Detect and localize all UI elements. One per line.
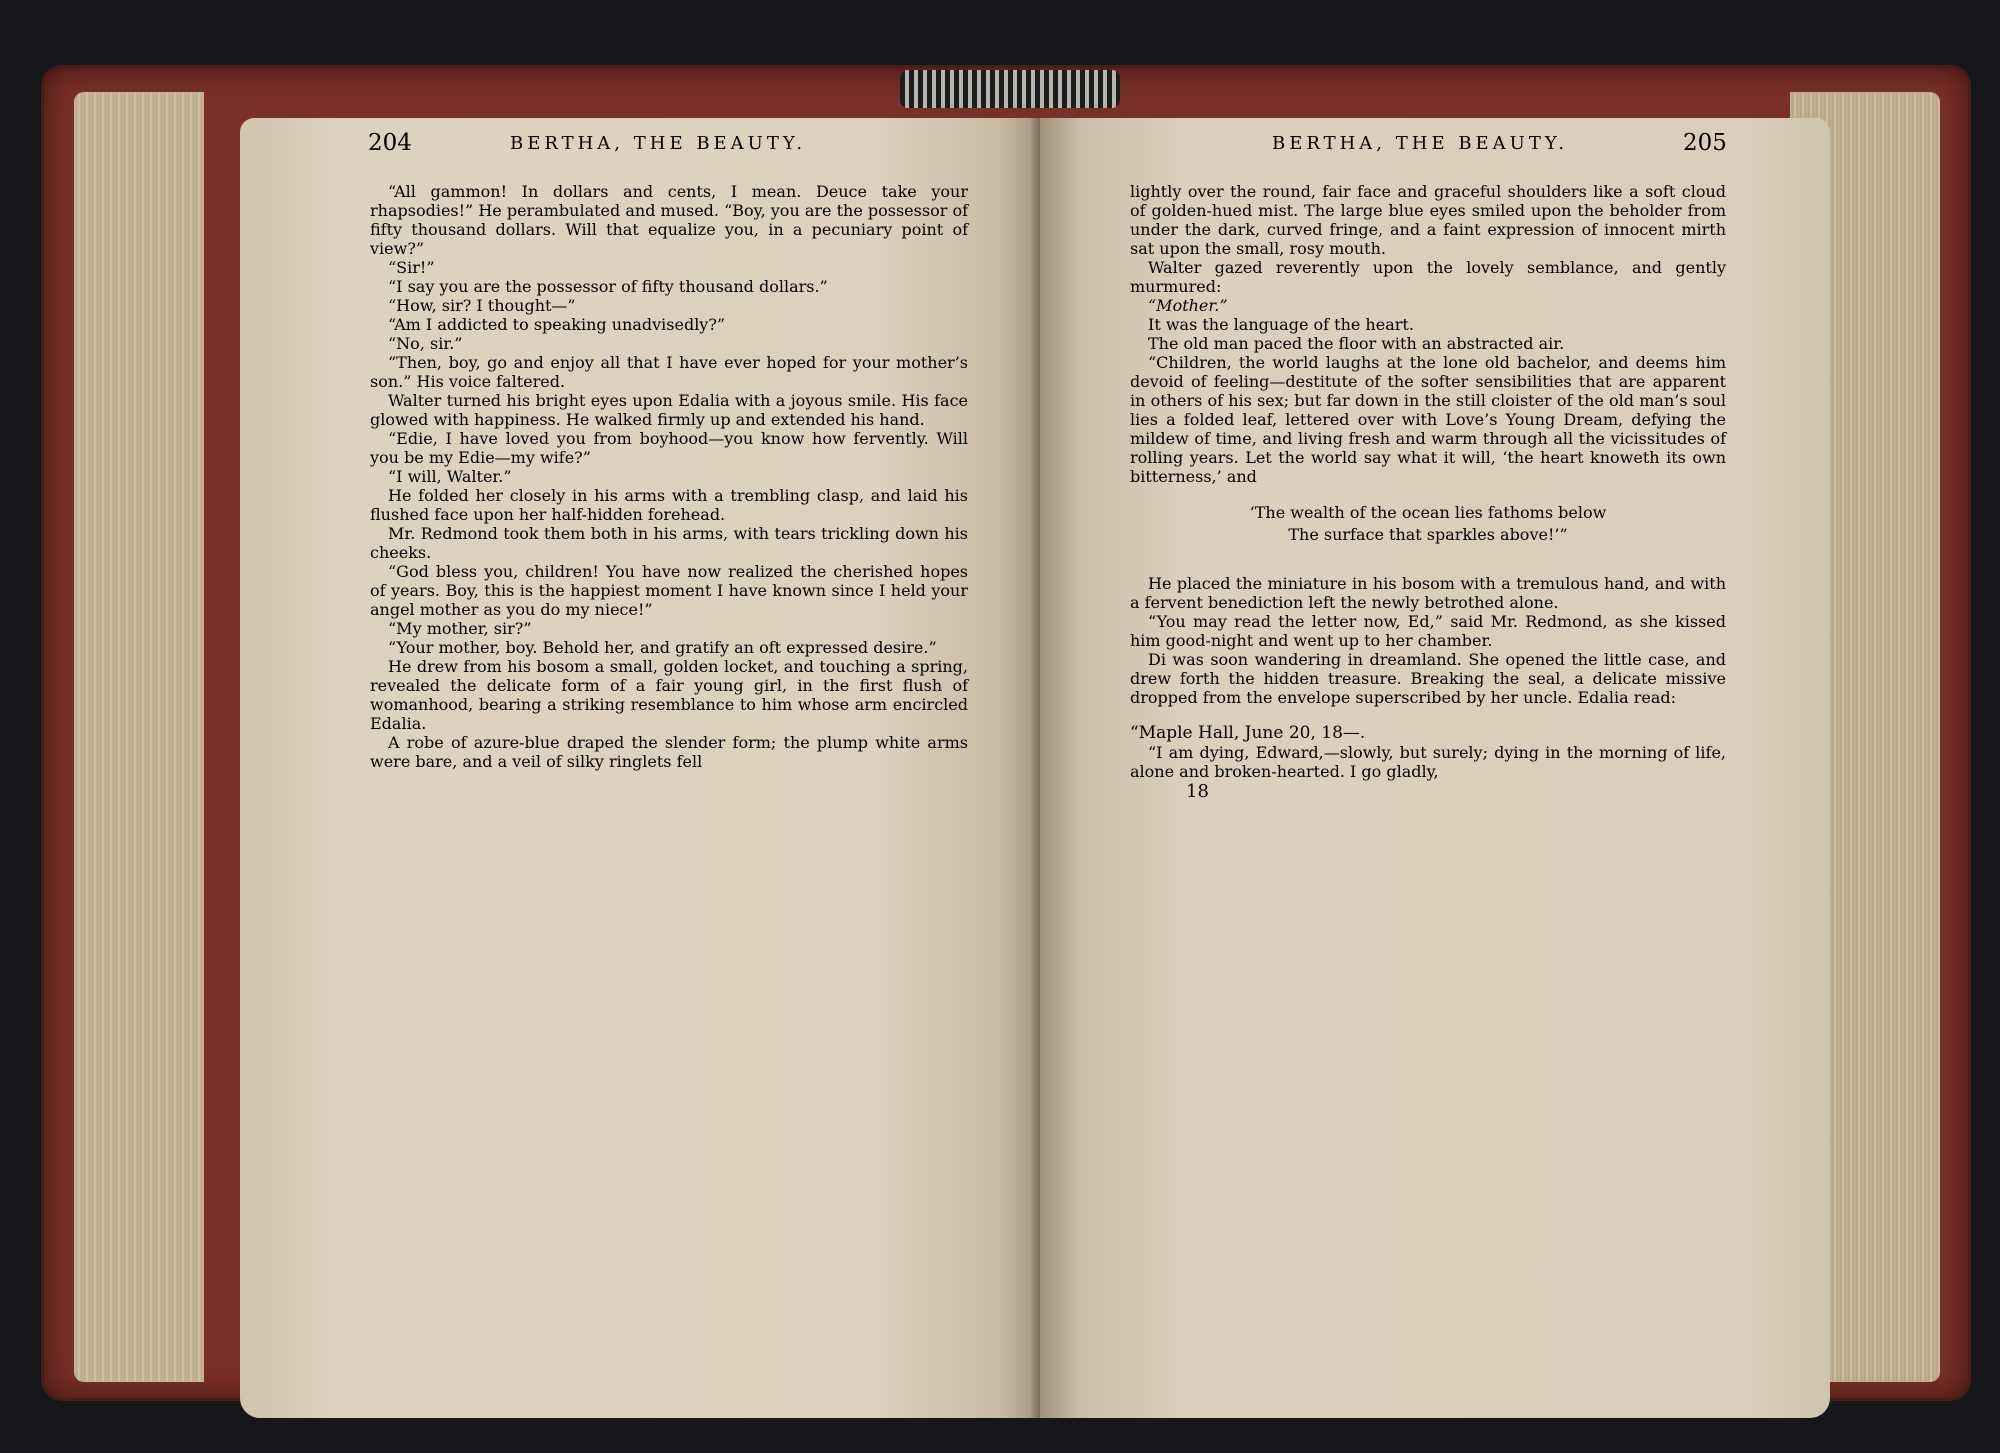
paragraph: “I will, Walter.” [388, 467, 512, 486]
poem-line: The surface that sparkles above!’” [1288, 525, 1568, 544]
paragraph: He drew from his bosom a small, golden locket, and touching a spring, revealed the delicate form of a fair young girl, in the first flush of womanhood, bearing a striking resemblance to him whose arm encircled Edalia. [370, 657, 968, 733]
paragraph: He placed the miniature in his bosom with a tremulous hand, and with a fervent benediction left the newly betrothed alone. [1130, 574, 1726, 612]
signature-mark: 18 [1186, 781, 1209, 802]
paragraph: “Your mother, boy. Behold her, and gratify an oft expressed desire.” [388, 638, 937, 657]
paragraph: “Children, the world laughs at the lone old bachelor, and deems him devoid of feeling—destitute of the softer sensibilities that are apparent in others of his sex; but far down in the still cloister of the old man’s soul lies a folded leaf, lettered over with Love’s Young Dream, defying the mildew of time, and living fresh and warm through all the vicissitudes of rolling years. Let the world say what it will, ‘the heart knoweth its own bitterness,’ and [1130, 353, 1726, 486]
spine-headband [900, 70, 1120, 108]
paragraph: “Am I addicted to speaking unadvisedly?” [388, 315, 726, 334]
paragraph: Di was soon wandering in dreamland. She opened the little case, and drew forth the hidden treasure. Breaking the seal, a delicate missive dropped from the envelope superscribed by her uncle. Edalia read: [1130, 650, 1726, 707]
left-page-number: 204 [368, 130, 412, 156]
paragraph: “I say you are the possessor of fifty thousand dollars.” [388, 277, 828, 296]
paragraph: “You may read the letter now, Ed,” said Mr. Redmond, as she kissed him good-night and went up to her chamber. [1130, 612, 1726, 650]
paragraph: “How, sir? I thought—” [388, 296, 576, 315]
paragraph: “Sir!” [388, 258, 435, 277]
right-running-head: BERTHA, THE BEAUTY. [1272, 133, 1569, 154]
poem-quote [1130, 502, 1726, 546]
right-page-number: 205 [1683, 130, 1727, 156]
right-page-body [1130, 182, 1726, 802]
paragraph: A robe of azure-blue draped the slender form; the plump white arms were bare, and a veil of silky ringlets fell [370, 733, 968, 771]
paragraph: “Edie, I have loved you from boyhood—you know how fervently. Will you be my Edie—my wife?” [370, 429, 968, 467]
paragraph: “All gammon! In dollars and cents, I mean. Deuce take your rhapsodies!” He perambulated and mused. “Boy, you are the possessor of fifty thousand dollars. Will that equalize you, in a pecuniary point of view?” [370, 182, 968, 258]
paragraph: “Then, boy, go and enjoy all that I have ever hoped for your mother’s son.” His voice faltered. [370, 353, 968, 391]
paragraph: “God bless you, children! You have now realized the cherished hopes of years. Boy, this is the happiest moment I have known since I held your angel mother as you do my niece!” [370, 562, 968, 619]
paragraph: lightly over the round, fair face and graceful shoulders like a soft cloud of golden-hued mist. The large blue eyes smiled upon the beholder from under the dark, curved fringe, and a faint expression of innocent mirth sat upon the small, rosy mouth. [1130, 182, 1726, 258]
paragraph: “I am dying, Edward,—slowly, but surely; dying in the morning of life, alone and broken-hearted. I go gladly, [1130, 743, 1726, 781]
paragraph: Mr. Redmond took them both in his arms, with tears trickling down his cheeks. [370, 524, 968, 562]
paragraph: The old man paced the floor with an abstracted air. [1148, 334, 1565, 353]
paragraph: Walter gazed reverently upon the lovely semblance, and gently murmured: [1130, 258, 1726, 296]
letter-dateline: “Maple Hall, June 20, 18—. [1130, 723, 1366, 743]
paragraph: It was the language of the heart. [1148, 315, 1414, 334]
paragraph: “My mother, sir?” [388, 619, 532, 638]
left-page-body [370, 182, 968, 771]
left-running-head: BERTHA, THE BEAUTY. [510, 133, 807, 154]
paragraph-italic: “Mother.” [1148, 296, 1228, 315]
paragraph: He folded her closely in his arms with a trembling clasp, and laid his flushed face upon her half-hidden forehead. [370, 486, 968, 524]
poem-line: ‘The wealth of the ocean lies fathoms below [1249, 503, 1607, 522]
paragraph: Walter turned his bright eyes upon Edalia with a joyous smile. His face glowed with happiness. He walked firmly up and extended his hand. [370, 391, 968, 429]
page-edges-left [74, 92, 204, 1382]
paragraph: “No, sir.” [388, 334, 463, 353]
